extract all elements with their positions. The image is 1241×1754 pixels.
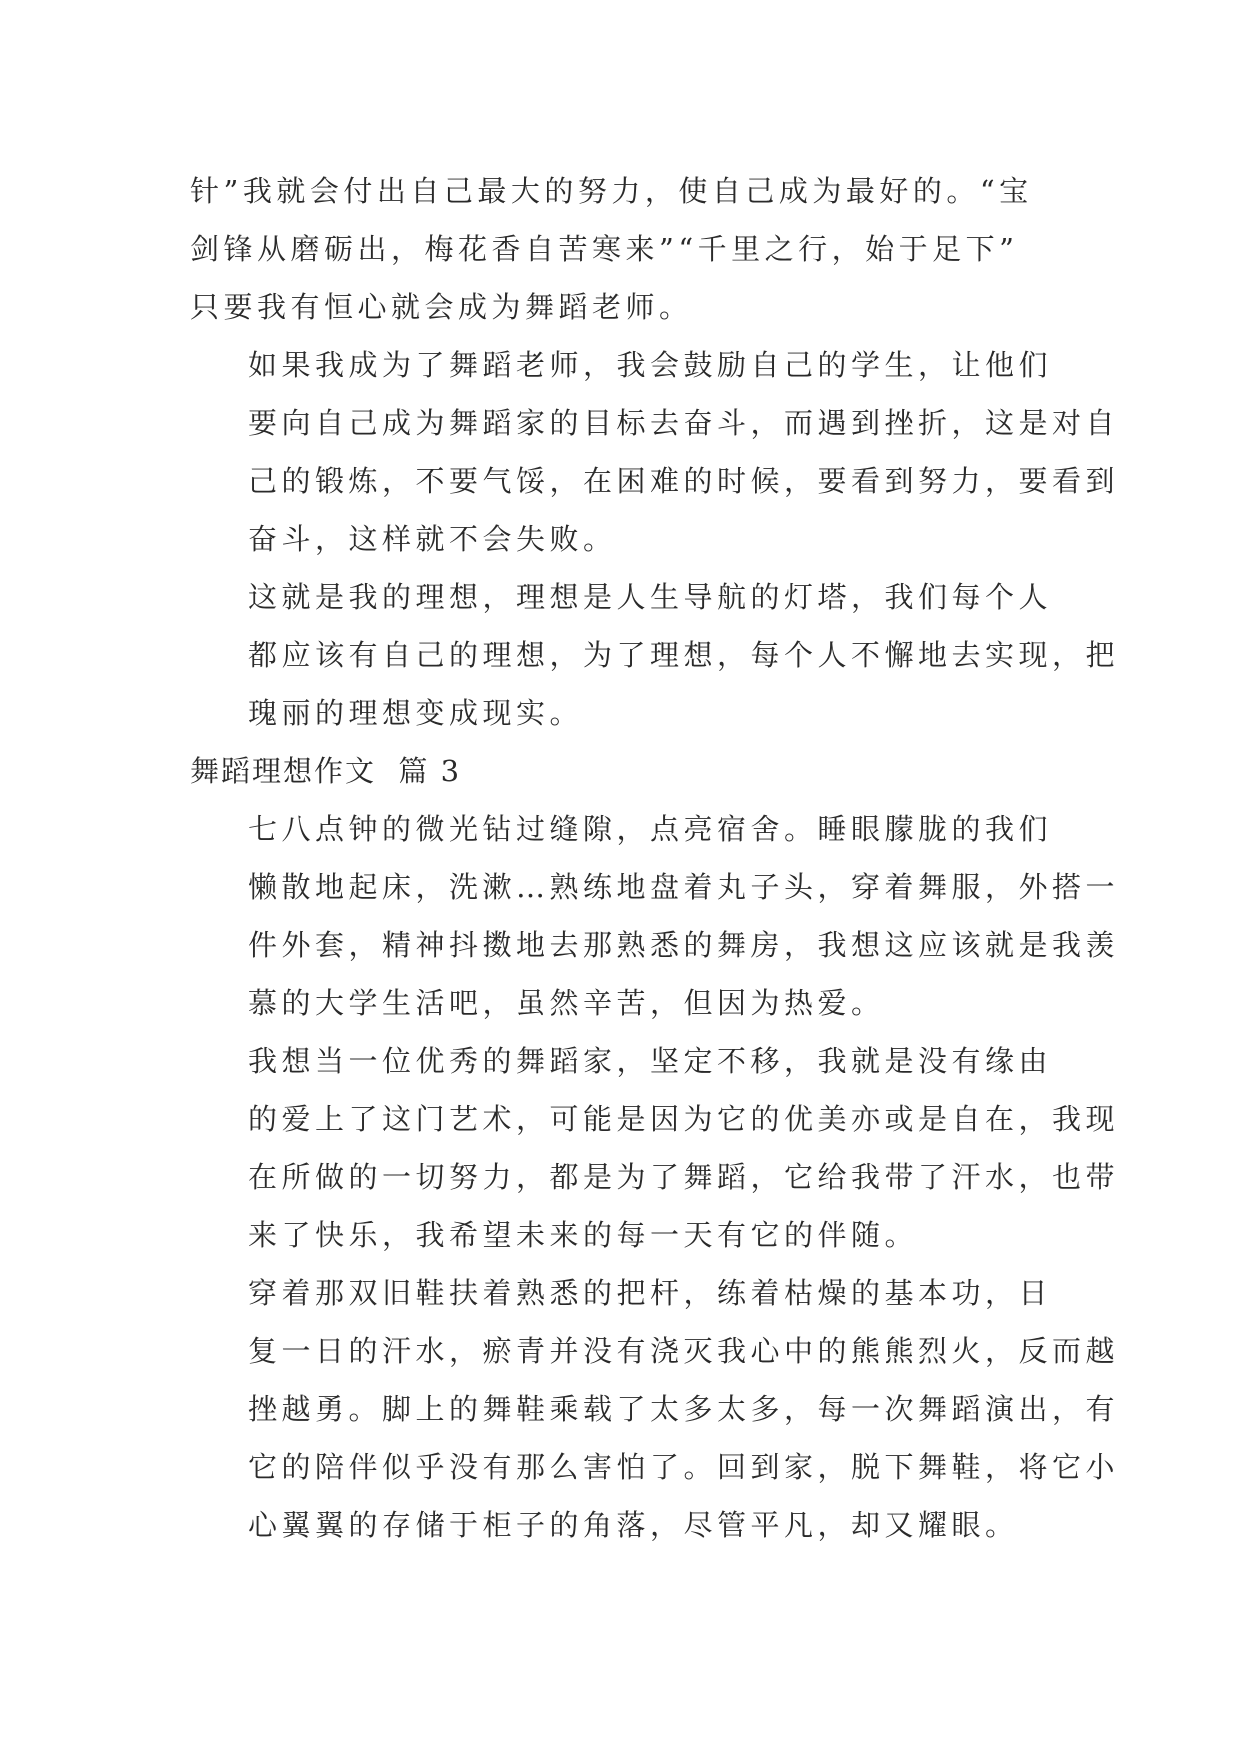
text-line: 的爱上了这门艺术，可能是因为它的优美亦或是自在，我现 [248, 1102, 1120, 1136]
text-line: 心翼翼的存储于柜子的角落，尽管平凡，却又耀眼。 [248, 1508, 1019, 1542]
section-heading: 舞蹈理想作文 篇 3 [190, 754, 462, 788]
text-line: 我想当一位优秀的舞蹈家，坚定不移，我就是没有缘由 [248, 1044, 1053, 1078]
paragraph [190, 1032, 1120, 1264]
text-line: 在所做的一切努力，都是为了舞蹈，它给我带了汗水，也带 [248, 1160, 1120, 1194]
paragraph [190, 1264, 1120, 1554]
text-line: 复一日的汗水，瘀青并没有浇灭我心中的熊熊烈火，反而越 [248, 1334, 1120, 1368]
text-line: 七八点钟的微光钻过缝隙，点亮宿舍。睡眼朦胧的我们 [248, 812, 1053, 846]
text-line: 奋斗，这样就不会失败。 [248, 522, 617, 556]
text-line: 只要我有恒心就会成为舞蹈老师。 [190, 290, 693, 324]
text-line: 挫越勇。脚上的舞鞋乘载了太多太多，每一次舞蹈演出，有 [248, 1392, 1120, 1426]
paragraph [190, 336, 1120, 568]
text-line: 己的锻炼，不要气馁，在困难的时候，要看到努力，要看到 [248, 464, 1120, 498]
text-line: 它的陪伴似乎没有那么害怕了。回到家，脱下舞鞋，将它小 [248, 1450, 1120, 1484]
document-body [190, 162, 1120, 1554]
paragraph [190, 800, 1120, 1032]
text-line: 瑰丽的理想变成现实。 [248, 696, 584, 730]
text-line: 慕的大学生活吧，虽然辛苦，但因为热爱。 [248, 986, 885, 1020]
paragraph [190, 162, 1060, 336]
text-line: 懒散地起床，洗漱…熟练地盘着丸子头，穿着舞服，外搭一 [248, 870, 1120, 904]
text-line: 来了快乐，我希望未来的每一天有它的伴随。 [248, 1218, 919, 1252]
text-line: 如果我成为了舞蹈老师，我会鼓励自己的学生，让他们 [248, 348, 1053, 382]
text-line: 剑锋从磨砺出，梅花香自苦寒来”“千里之行，始于足下” [190, 232, 1019, 266]
text-line: 都应该有自己的理想，为了理想，每个人不懈地去实现，把 [248, 638, 1120, 672]
paragraph [190, 568, 1120, 742]
text-line: 穿着那双旧鞋扶着熟悉的把杆，练着枯燥的基本功，日 [248, 1276, 1053, 1310]
text-line: 这就是我的理想，理想是人生导航的灯塔，我们每个人 [248, 580, 1053, 614]
text-line: 要向自己成为舞蹈家的目标去奋斗，而遇到挫折，这是对自 [248, 406, 1120, 440]
text-line: 针”我就会付出自己最大的努力，使自己成为最好的。“宝 [190, 174, 1033, 208]
text-line: 件外套，精神抖擞地去那熟悉的舞房，我想这应该就是我羡 [248, 928, 1120, 962]
